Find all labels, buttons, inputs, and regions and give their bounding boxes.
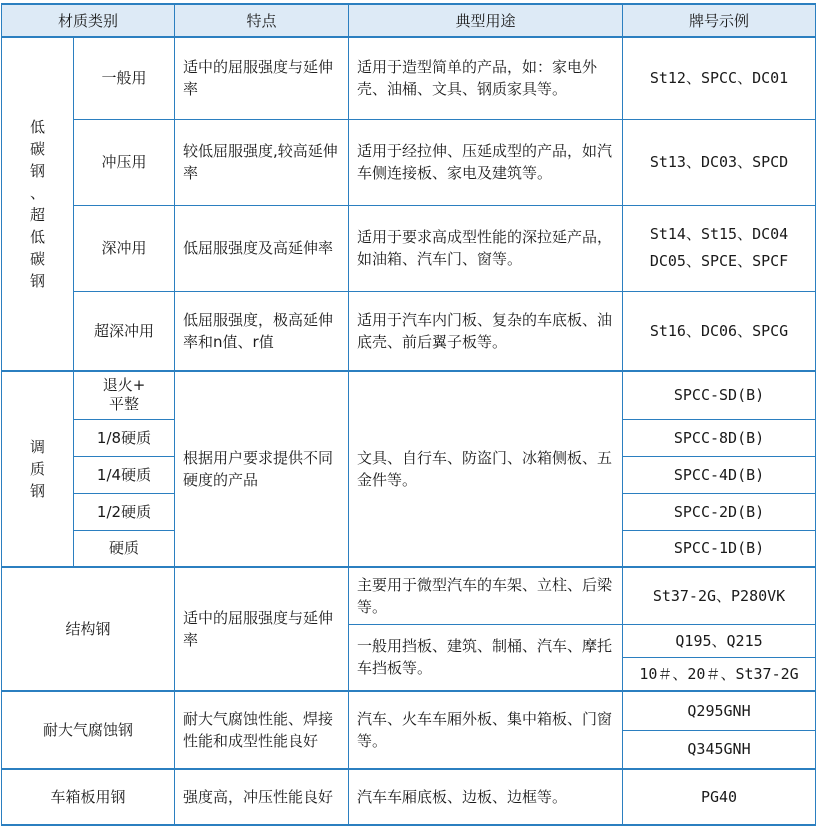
usage-cell: 适用于经拉伸、压延成型的产品，如汽车侧连接板、家电及建筑等。 [349,119,623,205]
carriage-category: 车箱板用钢 [2,769,175,825]
low-carbon-category [2,37,74,371]
category-char: 低 [29,118,45,136]
grade-cell: SPCC-8D(B) [623,419,816,456]
grade-cell: Q295GNH [623,691,816,730]
table-row [2,567,816,624]
table-row [2,371,816,419]
grade-cell: SPCC-4D(B) [623,456,816,493]
subcategory-cell: 1/8硬质 [74,419,175,456]
grade-cell: SPCC-1D(B) [623,530,816,567]
grade-cell: St16、DC06、SPCG [623,291,816,371]
grade-cell: St12、SPCC、DC01 [623,37,816,119]
subcategory-cell [74,371,175,419]
header-feature: 特点 [175,4,349,37]
category-char: 钢 [29,272,45,290]
category-char: 、 [29,184,45,202]
grade-cell: St37-2G、P280VK [623,567,816,624]
grade-cell: Q345GNH [623,730,816,769]
structural-category: 结构钢 [2,567,175,691]
feature-cell: 低屈服强度及高延伸率 [175,205,349,291]
category-char: 钢 [29,162,45,180]
table-row [2,37,816,119]
header-row [2,4,816,37]
table-row [2,119,816,205]
subcategory-cell: 1/2硬质 [74,493,175,530]
category-char: 调 [29,438,45,456]
grade-cell [623,205,816,291]
feature-cell: 强度高，冲压性能良好 [175,769,349,825]
subcategory-cell: 超深冲用 [74,291,175,371]
table-row [2,769,816,825]
category-char: 质 [29,460,45,478]
subcategory-cell: 一般用 [74,37,175,119]
weathering-category: 耐大气腐蚀钢 [2,691,175,769]
header-grade: 牌号示例 [623,4,816,37]
feature-cell: 适中的屈服强度与延伸率 [175,567,349,691]
subcategory-line: 退火+ [102,376,146,395]
header-category: 材质类别 [2,4,175,37]
category-char: 碳 [29,250,45,268]
usage-cell: 适用于汽车内门板、复杂的车底板、油底壳、前后翼子板等。 [349,291,623,371]
feature-cell: 适中的屈服强度与延伸率 [175,37,349,119]
grade-line: DC05、SPCE、SPCF [649,252,789,270]
subcategory-line: 平整 [109,395,140,414]
table-row [2,691,816,730]
grade-cell: SPCC-2D(B) [623,493,816,530]
usage-cell: 一般用挡板、建筑、制桶、汽车、摩托车挡板等。 [349,624,623,691]
grade-line: St14、St15、DC04 [649,225,789,243]
category-char: 超 [29,206,45,224]
grade-cell: Q195、Q215 [623,624,816,657]
steel-grade-table [1,3,816,826]
usage-cell: 适用于要求高成型性能的深拉延产品，如油箱、汽车门、窗等。 [349,205,623,291]
category-char: 碳 [29,140,45,158]
subcategory-cell: 冲压用 [74,119,175,205]
temper-category [2,371,74,567]
feature-cell: 较低屈服强度,较高延伸率 [175,119,349,205]
feature-cell: 低屈服强度，极高延伸率和n值、r值 [175,291,349,371]
usage-cell: 适用于造型简单的产品，如：家电外壳、油桶、文具、钢质家具等。 [349,37,623,119]
subcategory-cell: 1/4硬质 [74,456,175,493]
subcategory-cell: 深冲用 [74,205,175,291]
grade-cell: St13、DC03、SPCD [623,119,816,205]
table-row [2,291,816,371]
usage-cell: 汽车车厢底板、边板、边框等。 [349,769,623,825]
subcategory-cell: 硬质 [74,530,175,567]
grade-cell: 10＃、20＃、St37-2G [623,657,816,691]
feature-cell: 耐大气腐蚀性能、焊接性能和成型性能良好 [175,691,349,769]
feature-cell: 根据用户要求提供不同硬度的产品 [175,371,349,567]
header-usage: 典型用途 [349,4,623,37]
grade-cell: PG40 [623,769,816,825]
table-row [2,205,816,291]
grade-cell: SPCC-SD(B) [623,371,816,419]
category-char: 低 [29,228,45,246]
category-char: 钢 [29,482,45,500]
usage-cell: 文具、自行车、防盗门、冰箱侧板、五金件等。 [349,371,623,567]
usage-cell: 汽车、火车车厢外板、集中箱板、门窗等。 [349,691,623,769]
usage-cell: 主要用于微型汽车的车架、立柱、后梁等。 [349,567,623,624]
